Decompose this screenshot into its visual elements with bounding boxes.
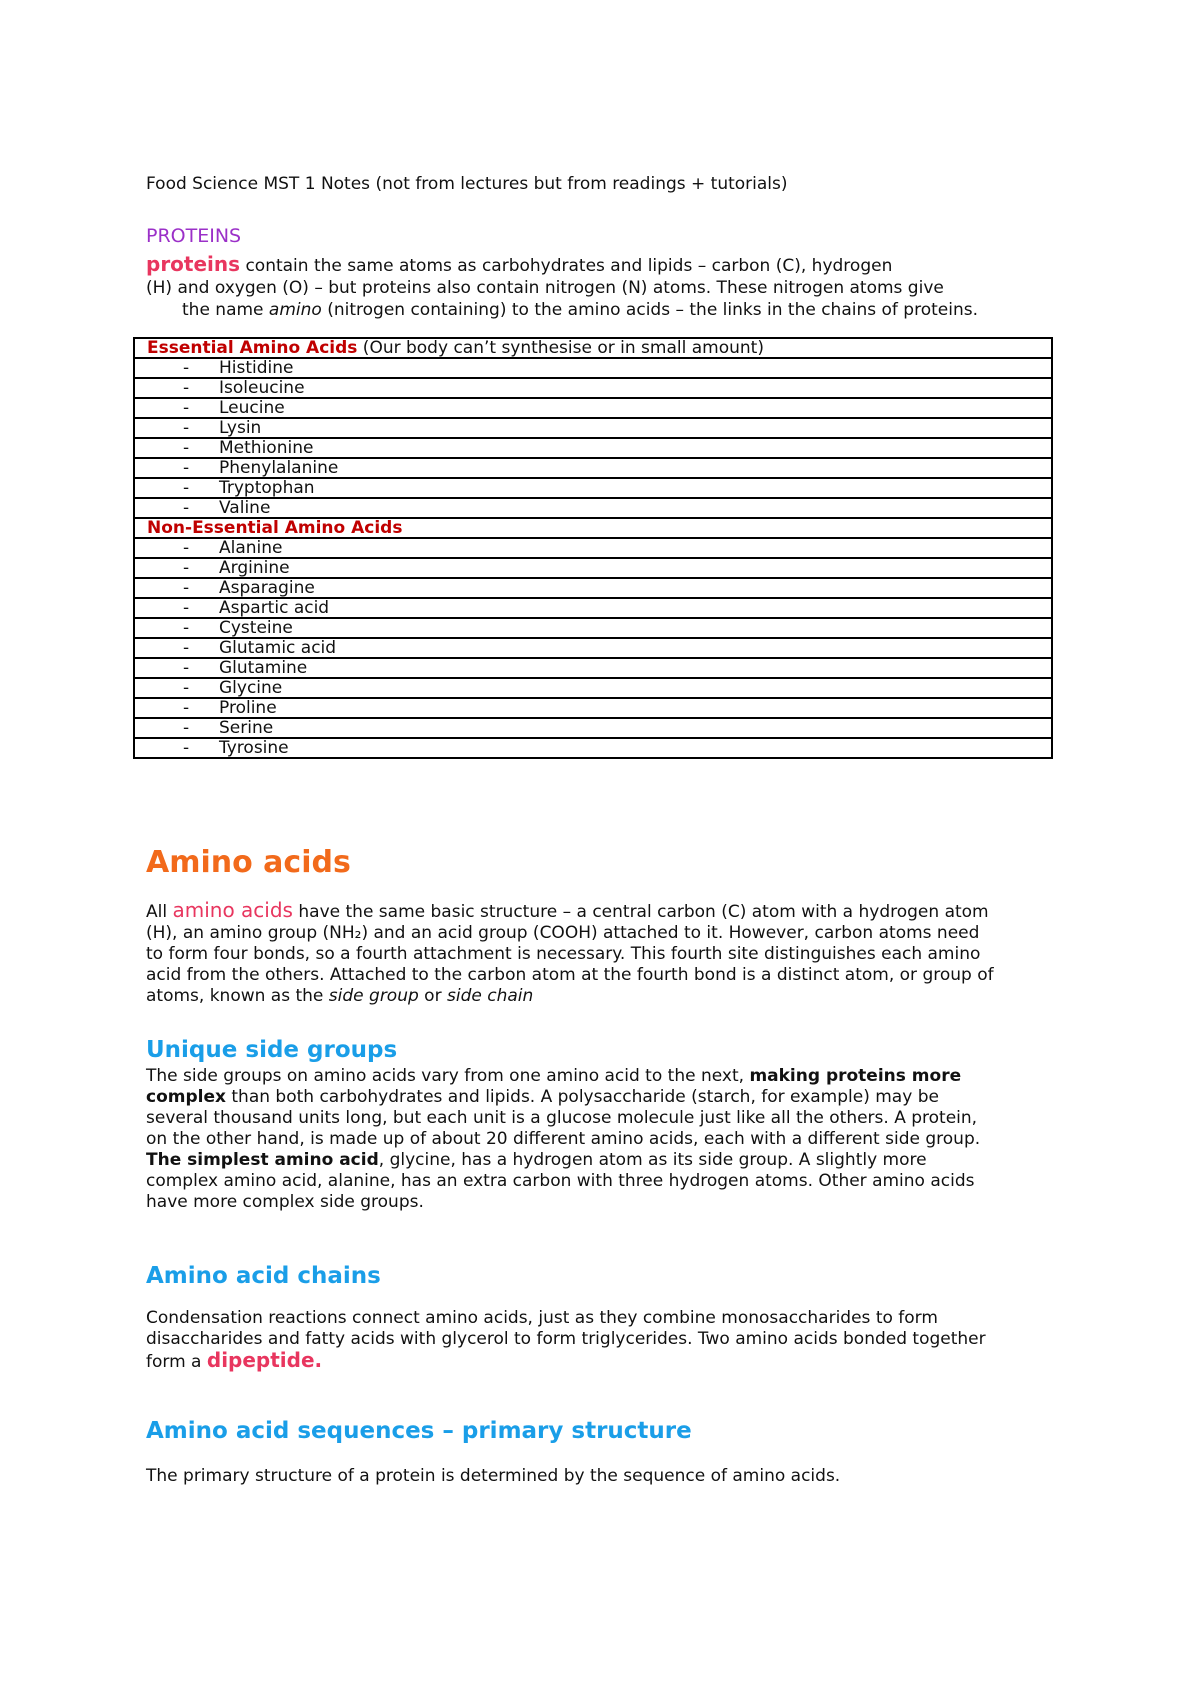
sg-line-5-b: , glycine, has a hydrogen atom as its side group. A slightly more <box>378 1150 927 1170</box>
amino-acid-sequences-heading: Amino acid sequences – primary structure <box>146 1418 692 1444</box>
nonessential-row <box>134 698 1052 718</box>
sg-line-2-b: than both carbohydrates and lipids. A polysaccharide (starch, for example) may be <box>225 1087 939 1107</box>
nonessential-amino-acid: Glycine <box>219 678 283 698</box>
nonessential-row <box>134 558 1052 578</box>
sg-line-1-a: The side groups on amino acids vary from one amino acid to the next, <box>146 1066 750 1086</box>
document-title: Food Science MST 1 Notes (not from lectures but from readings + tutorials) <box>146 174 788 194</box>
amino-acid-table <box>133 337 1053 759</box>
nonessential-header-cell <box>134 518 1052 538</box>
essential-row <box>134 418 1052 438</box>
aa-line-1-a: All <box>146 902 173 922</box>
nonessential-amino-acid: Arginine <box>219 558 290 578</box>
chains-paragraph <box>146 1308 1086 1373</box>
aa-line-5-a: atoms, known as the <box>146 986 329 1006</box>
nonessential-amino-acid: Aspartic acid <box>219 598 330 618</box>
nonessential-amino-acid: Glutamic acid <box>219 638 337 658</box>
ch-line-3-a: form a <box>146 1352 207 1372</box>
sg-line-4: on the other hand, is made up of about 20 different amino acids, each with a different side group. <box>146 1129 981 1149</box>
amino-acids-term: amino acids <box>172 898 293 922</box>
aa-line-4: acid from the others. Attached to the carbon atom at the fourth bond is a distinct atom, or group of <box>146 965 994 985</box>
nonessential-row <box>134 638 1052 658</box>
side-chain-emphasis: side chain <box>446 986 534 1006</box>
proteins-heading: PROTEINS <box>146 225 242 247</box>
essential-amino-acid: Methionine <box>219 438 314 458</box>
list-dash: - <box>183 578 190 598</box>
nonessential-row <box>134 578 1052 598</box>
nonessential-header-row <box>134 518 1052 538</box>
dipeptide-term: dipeptide. <box>206 1348 323 1372</box>
nonessential-amino-acid: Serine <box>219 718 274 738</box>
essential-amino-acids-note: (Our body can’t synthesise or in small amount) <box>357 338 764 358</box>
side-groups-paragraph <box>146 1066 1086 1213</box>
list-dash: - <box>183 358 190 378</box>
list-dash: - <box>183 398 190 418</box>
list-dash: - <box>183 658 190 678</box>
amino-acid-chains-heading: Amino acid chains <box>146 1263 381 1289</box>
aa-line-5-b: or <box>418 986 447 1006</box>
list-dash: - <box>183 678 190 698</box>
list-dash: - <box>183 478 190 498</box>
essential-amino-acids-title: Essential Amino Acids <box>147 338 358 358</box>
essential-amino-acid: Valine <box>219 498 271 518</box>
intro-line-3-b: (nitrogen containing) to the amino acids – the links in the chains of proteins. <box>321 300 978 320</box>
sg-line-6: complex amino acid, alanine, has an extra carbon with three hydrogen atoms. Other amino acids <box>146 1171 975 1191</box>
sg-line-1-bold: making proteins more <box>749 1066 962 1086</box>
aa-line-2: (H), an amino group (NH₂) and an acid group (COOH) attached to it. However, carbon atoms need <box>146 923 980 943</box>
side-group-emphasis: side group <box>328 986 419 1006</box>
essential-header-row <box>134 338 1052 358</box>
amino-acids-paragraph <box>146 900 1086 1007</box>
essential-amino-acid: Tryptophan <box>219 478 315 498</box>
list-dash: - <box>183 418 190 438</box>
nonessential-amino-acid: Cysteine <box>219 618 293 638</box>
ch-line-3 <box>146 1350 1086 1373</box>
amino-acids-heading: Amino acids <box>146 845 351 880</box>
sg-line-7: have more complex side groups. <box>146 1192 424 1212</box>
essential-row <box>134 458 1052 478</box>
intro-line-1 <box>146 253 1086 277</box>
list-dash: - <box>183 618 190 638</box>
nonessential-row <box>134 618 1052 638</box>
list-dash: - <box>183 378 190 398</box>
nonessential-row <box>134 718 1052 738</box>
nonessential-row <box>134 738 1052 758</box>
unique-side-groups-heading: Unique side groups <box>146 1037 398 1063</box>
aa-line-3: to form four bonds, so a fourth attachment is necessary. This fourth site distinguishes each amino <box>146 944 981 964</box>
amino-emphasis: amino <box>268 300 322 320</box>
essential-row <box>134 478 1052 498</box>
aa-line-5 <box>146 986 1086 1007</box>
list-dash: - <box>183 498 190 518</box>
sg-line-1 <box>146 1066 1086 1087</box>
seq-line-1: The primary structure of a protein is determined by the sequence of amino acids. <box>146 1466 841 1486</box>
aa-line-1 <box>146 900 1086 923</box>
nonessential-amino-acid: Asparagine <box>219 578 315 598</box>
essential-row <box>134 378 1052 398</box>
aa-line-1-b: have the same basic structure – a central carbon (C) atom with a hydrogen atom <box>292 902 989 922</box>
nonessential-amino-acid: Glutamine <box>219 658 308 678</box>
essential-header-cell <box>134 338 1052 358</box>
proteins-term: proteins <box>146 252 241 276</box>
nonessential-row <box>134 538 1052 558</box>
essential-row <box>134 358 1052 378</box>
list-dash: - <box>183 438 190 458</box>
essential-amino-acid: Phenylalanine <box>219 458 339 478</box>
list-dash: - <box>183 598 190 618</box>
sg-line-5 <box>146 1150 1086 1171</box>
nonessential-amino-acid: Proline <box>219 698 277 718</box>
essential-amino-acid: Leucine <box>219 398 285 418</box>
nonessential-row <box>134 678 1052 698</box>
sg-line-2-bold: complex <box>146 1087 226 1107</box>
list-dash: - <box>183 538 190 558</box>
essential-row <box>134 398 1052 418</box>
nonessential-amino-acid: Tyrosine <box>219 738 289 758</box>
sg-line-5-bold: The simplest amino acid <box>146 1150 379 1170</box>
intro-line-2: (H) and oxygen (O) – but proteins also contain nitrogen (N) atoms. These nitrogen atoms give <box>146 278 944 298</box>
intro-line-3-a: the name <box>182 300 269 320</box>
nonessential-row <box>134 598 1052 618</box>
list-dash: - <box>183 638 190 658</box>
intro-line-3 <box>146 299 1086 321</box>
sg-line-2 <box>146 1087 1086 1108</box>
list-dash: - <box>183 738 190 758</box>
essential-amino-acid: Lysin <box>219 418 262 438</box>
essential-amino-acid: Histidine <box>219 358 294 378</box>
list-dash: - <box>183 458 190 478</box>
essential-amino-acid: Isoleucine <box>219 378 305 398</box>
list-dash: - <box>183 558 190 578</box>
nonessential-row <box>134 658 1052 678</box>
intro-line-1-text: contain the same atoms as carbohydrates and lipids – carbon (C), hydrogen <box>240 256 893 276</box>
ch-line-1: Condensation reactions connect amino acids, just as they combine monosaccharides to form <box>146 1308 938 1328</box>
sg-line-3: several thousand units long, but each unit is a glucose molecule just like all the others. A protein, <box>146 1108 978 1128</box>
ch-line-2: disaccharides and fatty acids with glycerol to form triglycerides. Two amino acids bonded together <box>146 1329 986 1349</box>
essential-row <box>134 498 1052 518</box>
nonessential-amino-acids-title: Non-Essential Amino Acids <box>147 518 403 538</box>
list-dash: - <box>183 718 190 738</box>
proteins-intro-paragraph <box>146 253 1086 321</box>
essential-row <box>134 438 1052 458</box>
nonessential-amino-acid: Alanine <box>219 538 283 558</box>
list-dash: - <box>183 698 190 718</box>
sequences-paragraph <box>146 1466 1086 1487</box>
